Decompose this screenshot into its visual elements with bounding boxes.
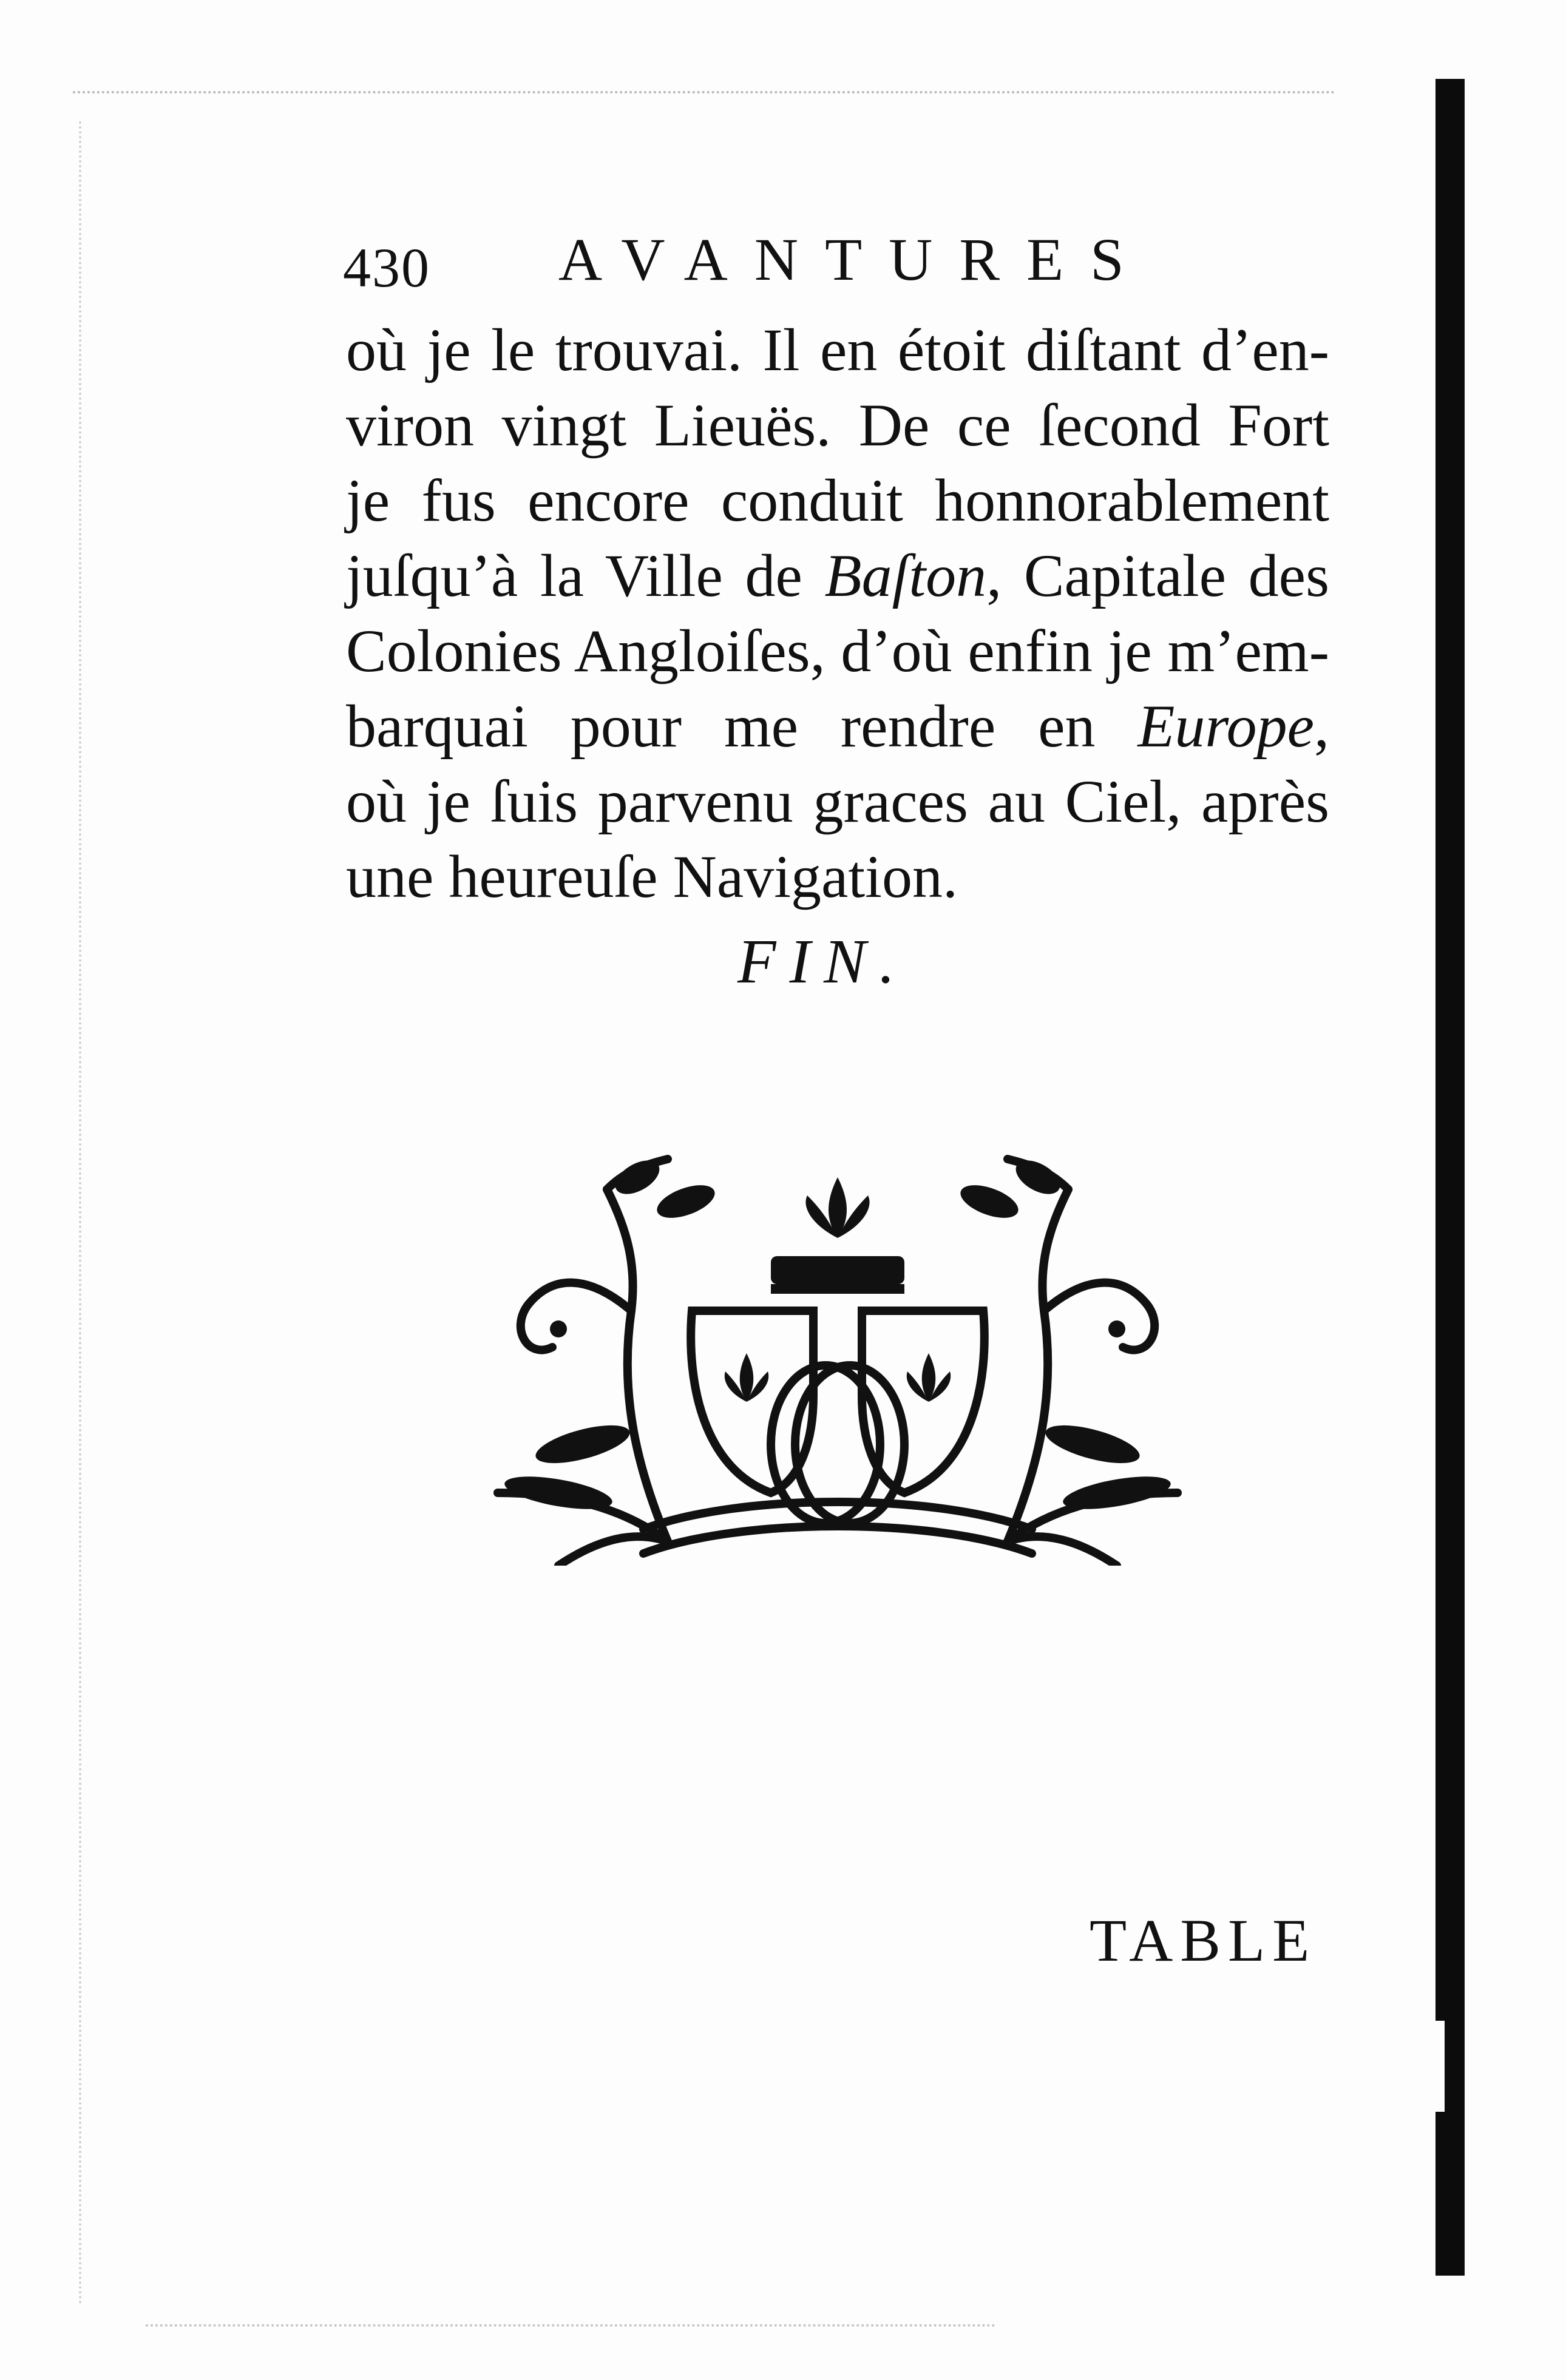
binding-gap xyxy=(1431,2021,1445,2112)
text-line: je fus encore conduit honnorablement xyxy=(346,467,1329,534)
text-line: où je ſuis parvenu graces au Ciel, après xyxy=(346,768,1329,835)
page-header xyxy=(343,225,1253,297)
page-edge-speckle xyxy=(79,121,87,2306)
text-line: une heureuſe Navigation. xyxy=(346,843,958,910)
binding-edge xyxy=(1436,79,1465,2276)
body-text xyxy=(346,313,1329,914)
page-number: 430 xyxy=(343,237,430,299)
text-line: où je le trouvai. Il en étoit diſtant d’en- xyxy=(346,316,1329,384)
text-run: barquai pour me rendre en xyxy=(346,692,1138,760)
text-line: Colonies Angloiſes, d’où enfin je m’em- xyxy=(346,617,1329,685)
text-run: juſqu’à la Ville de xyxy=(346,542,825,609)
fin-label: FIN. xyxy=(737,927,909,996)
running-title: AVANTURES xyxy=(558,226,1151,293)
catchword: TABLE xyxy=(1090,1907,1317,1974)
text-line xyxy=(346,689,1329,764)
text-run: , xyxy=(1314,692,1329,760)
text-run: , Capitale des xyxy=(986,542,1329,609)
text-line: viron vingt Lieuës. De ce ſecond Fort xyxy=(346,391,1329,459)
italic-place-name: Europe xyxy=(1137,692,1314,760)
italic-place-name: Baſton xyxy=(824,542,987,609)
fleur-de-lis-crown-vignette-icon xyxy=(486,1153,1190,1566)
top-edge-speckle xyxy=(73,91,1335,118)
bottom-edge-speckle xyxy=(146,2324,995,2339)
text-line xyxy=(346,538,1329,614)
